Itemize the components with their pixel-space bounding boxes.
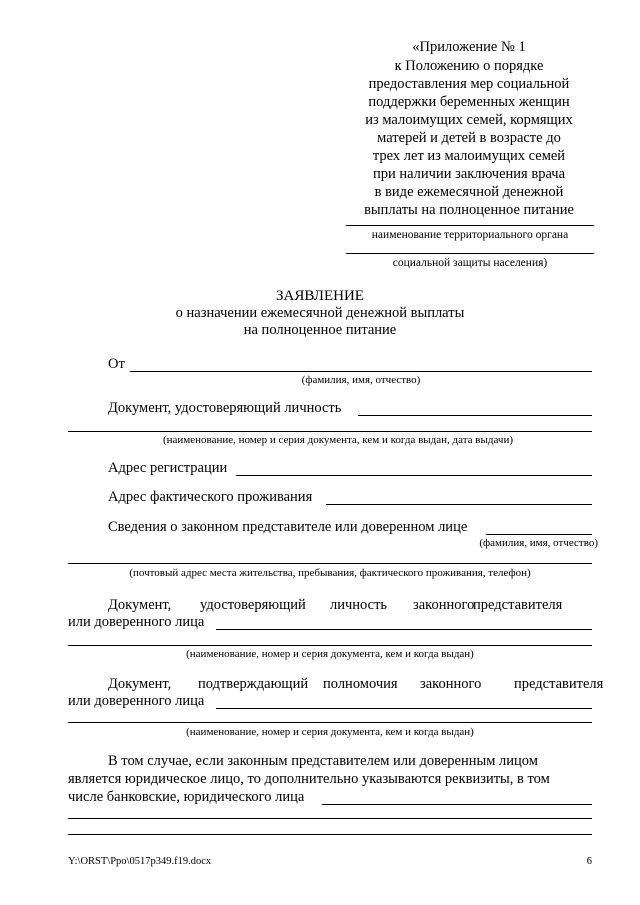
rep-id-label-line2: или доверенного лица	[68, 614, 205, 630]
rep-id-caption: (наименование, номер и серия документа, кем и когда выдан)	[186, 648, 474, 660]
rep-id-word-2: удостоверяющий	[200, 597, 306, 613]
legal-entity-line-2b[interactable]	[68, 818, 592, 819]
appendix-line-9: в виде ежемесячной денежной	[374, 184, 564, 200]
page-subtitle-2: на полноценное питание	[243, 322, 397, 338]
legal-entity-line-3: числе банковские, юридического лица	[68, 789, 305, 805]
rep-id-word-1: Документ,	[108, 597, 172, 613]
legal-entity-line[interactable]	[322, 804, 592, 805]
rep-auth-line-2[interactable]	[68, 722, 592, 723]
legal-entity-line-2: является юридическое лицо, то дополнительно указываются реквизиты, в том	[68, 771, 550, 787]
appendix-line-7: трех лет из малоимущих семей	[372, 148, 566, 164]
rep-id-line-2[interactable]	[68, 645, 592, 646]
rep-id-line[interactable]	[216, 629, 592, 630]
appendix-line-6: матерей и детей в возрасте до	[377, 130, 561, 146]
page-subtitle-1: о назначении ежемесячной денежной выплаты	[175, 305, 465, 321]
organ-name-line-1[interactable]	[346, 225, 594, 226]
id-document-line-2[interactable]	[68, 431, 592, 432]
footer-page-number: 6	[586, 856, 592, 867]
footer-file-path: Y:\ORST\Ppo\0517p349.f19.docx	[68, 856, 212, 867]
rep-auth-word-3: полномочия	[323, 676, 398, 692]
rep-id-word-3: личность	[330, 597, 388, 613]
representative-address-caption: (почтовый адрес места жительства, пребывания, фактического проживания, телефон)	[129, 567, 531, 579]
appendix-line-5: из малоимущих семей, кормящих	[365, 112, 573, 128]
organ-name-caption-1: наименование территориального органа	[371, 229, 569, 241]
representative-line-2[interactable]	[68, 563, 592, 564]
residence-address-line[interactable]	[326, 504, 592, 505]
id-document-caption: (наименование, номер и серия документа, кем и когда выдан, дата выдачи)	[162, 434, 514, 446]
appendix-line-2: к Положению о порядке	[394, 58, 544, 74]
id-document-line[interactable]	[358, 415, 592, 416]
appendix-line-1: «Приложение № 1	[412, 39, 526, 55]
rep-auth-word-5: представителя	[514, 676, 604, 692]
organ-name-caption-2: социальной защиты населения)	[392, 257, 548, 269]
representative-caption: (фамилия, имя, отчество)	[479, 537, 598, 549]
from-label: От	[108, 356, 125, 372]
rep-id-word-4: законного	[413, 597, 475, 613]
rep-auth-word-4: законного	[420, 676, 482, 692]
rep-auth-line[interactable]	[216, 708, 592, 709]
appendix-line-4: поддержки беременных женщин	[368, 94, 570, 110]
appendix-line-3: предоставления мер социальной	[368, 76, 570, 92]
id-document-label: Документ, удостоверяющий личность	[108, 400, 342, 416]
appendix-line-10: выплаты на полноценное питание	[364, 202, 574, 218]
organ-name-line-2[interactable]	[346, 253, 594, 254]
from-line[interactable]	[130, 371, 592, 372]
rep-auth-word-2: подтверждающий	[198, 676, 309, 692]
rep-auth-label-line2: или доверенного лица	[68, 693, 205, 709]
representative-line[interactable]	[486, 534, 592, 535]
registration-address-line[interactable]	[236, 475, 592, 476]
rep-auth-word-1: Документ,	[108, 676, 172, 692]
residence-address-label: Адрес фактического проживания	[108, 489, 313, 505]
rep-id-word-5: представителя	[473, 597, 563, 613]
appendix-line-8: при наличии заключения врача	[372, 166, 566, 182]
from-caption: (фамилия, имя, отчество)	[301, 374, 421, 386]
representative-label: Сведения о законном представителе или доверенном лице	[108, 519, 468, 535]
legal-entity-line-1: В том случае, если законным представителем или доверенным лицом	[108, 753, 538, 769]
rep-auth-caption: (наименование, номер и серия документа, кем и когда выдан)	[186, 726, 474, 738]
registration-address-label: Адрес регистрации	[108, 460, 228, 476]
page-title: ЗАЯВЛЕНИЕ	[276, 288, 364, 304]
legal-entity-line-3b[interactable]	[68, 834, 592, 835]
